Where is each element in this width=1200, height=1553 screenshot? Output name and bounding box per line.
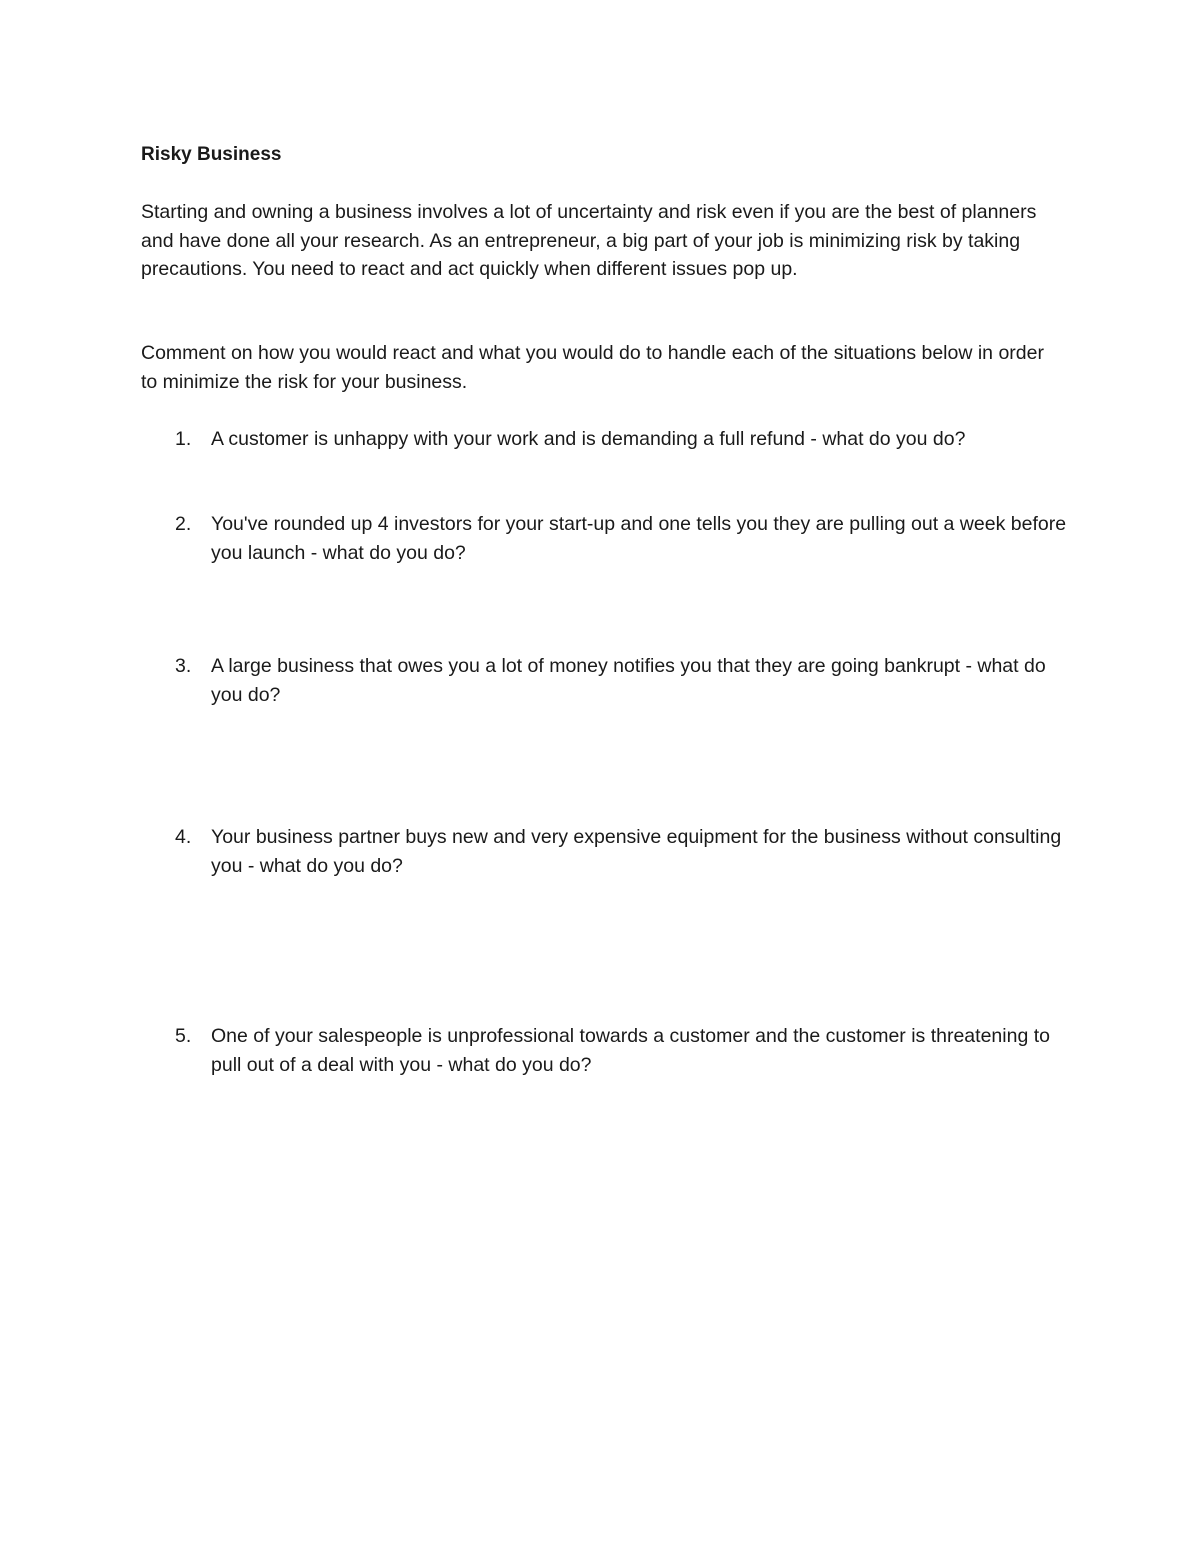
question-number: 3. <box>175 655 192 677</box>
intro-paragraph: Starting and owning a business involves a lot of uncertainty and risk even if you are the best of planners and have done all your research. As an entrepreneur, a big part of your job is minimizing risk by taking precautions. You need to react and act quickly when different issues pop up. <box>141 201 1037 280</box>
question-text: Your business partner buys new and very expensive equipment for the business without consulting you - what do you do? <box>211 826 1062 877</box>
question-text: A customer is unhappy with your work and is demanding a full refund - what do you do? <box>211 428 966 450</box>
instructions-paragraph: Comment on how you would react and what you would do to handle each of the situations below in order to minimize the risk for your business. <box>141 342 1044 393</box>
question-text: A large business that owes you a lot of money notifies you that they are going bankrupt - what do you do? <box>211 655 1046 706</box>
question-number: 4. <box>175 826 192 848</box>
question-number: 5. <box>175 1025 192 1047</box>
question-number: 1. <box>175 428 192 450</box>
question-text: You've rounded up 4 investors for your start-up and one tells you they are pulling out a week before you launch - what do you do? <box>211 513 1067 564</box>
question-number: 2. <box>175 513 192 535</box>
document-title: Risky Business <box>141 144 282 165</box>
question-text: One of your salespeople is unprofessional towards a customer and the customer is threatening to pull out of a deal with you - what do you do? <box>211 1025 1050 1076</box>
